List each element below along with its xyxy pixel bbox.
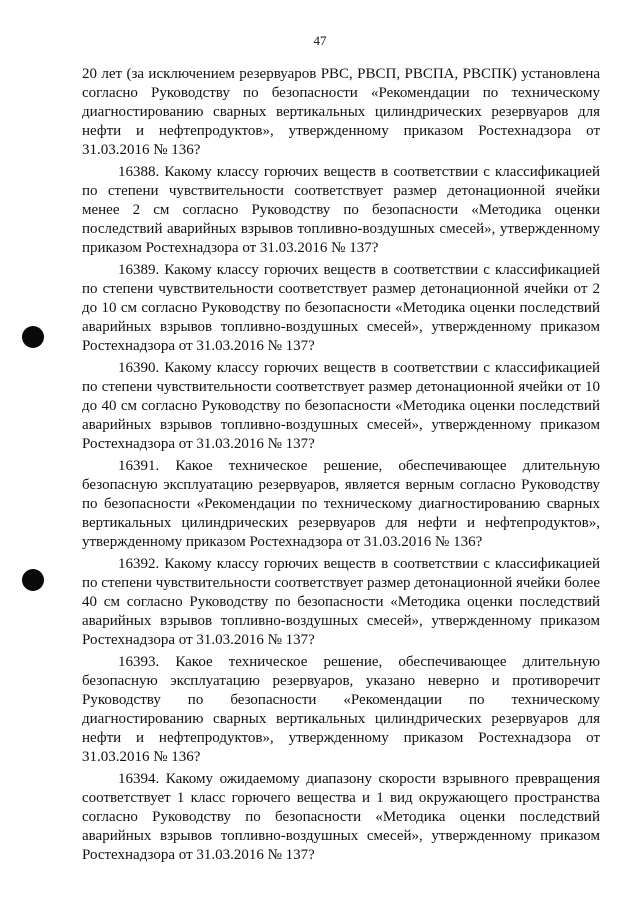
- question-16394: 16394. Какому ожидаемому диапазону скорости взрывного превращения соответствует 1 класс горючего вещества и 1 вид окружающего пространства согласно Руководству по безопасности «Методика оценки последствий аварийных взрывов топливно-воздушных смесей», утвержденному приказом Ростехнадзора от 31.03.2016 № 137?: [82, 771, 600, 863]
- punch-hole-top: [22, 326, 44, 348]
- paragraph-continuation: 20 лет (за исключением резервуаров РВС, РВСП, РВСПА, РВСПК) установлена согласно Руководству по безопасности «Рекомендации по техническому диагностированию сварных вертикальных цилиндрических резервуаров для нефти и нефтепродуктов», утвержденному приказом Ростехнадзора от 31.03.2016 № 136?: [82, 66, 600, 158]
- page-number: 47: [313, 33, 327, 48]
- punch-hole-bottom: [22, 569, 44, 591]
- question-16389: 16389. Какому классу горючих веществ в соответствии с классификацией по степени чувствительности соответствует размер детонационной ячейки от 2 до 10 см согласно Руководству по безопасности «Методика оценки последствий аварийных взрывов топливно-воздушных смесей», утвержденному приказом Ростехнадзора от 31.03.2016 № 137?: [82, 262, 600, 354]
- question-16393: 16393. Какое техническое решение, обеспечивающее длительную безопасную эксплуатацию резервуаров, указано неверно и противоречит Руководству по безопасности «Рекомендации по техническому диагностированию сварных вертикальных цилиндрических резервуаров для нефти и нефтепродуктов», утвержденному приказом Ростехнадзора от 31.03.2016 № 136?: [82, 654, 600, 765]
- document-body: [82, 65, 600, 868]
- question-16391: 16391. Какое техническое решение, обеспечивающее длительную безопасную эксплуатацию резервуаров, является верным согласно Руководству по безопасности «Рекомендации по техническому диагностированию сварных вертикальных цилиндрических резервуаров для нефти и нефтепродуктов», утвержденному приказом Ростехнадзора от 31.03.2016 № 136?: [82, 458, 600, 550]
- question-16388: 16388. Какому классу горючих веществ в соответствии с классификацией по степени чувствительности соответствует размер детонационной ячейки менее 2 см согласно Руководству по безопасности «Методика оценки последствий аварийных взрывов топливно-воздушных смесей», утвержденному приказом Ростехнадзора от 31.03.2016 № 137?: [82, 164, 600, 256]
- question-16390: 16390. Какому классу горючих веществ в соответствии с классификацией по степени чувствительности соответствует размер детонационной ячейки от 10 до 40 см согласно Руководству по безопасности «Методика оценки последствий аварийных взрывов топливно-воздушных смесей», утвержденному приказом Ростехнадзора от 31.03.2016 № 137?: [82, 360, 600, 452]
- question-16392: 16392. Какому классу горючих веществ в соответствии с классификацией по степени чувствительности соответствует размер детонационной ячейки более 40 см согласно Руководству по безопасности «Методика оценки последствий аварийных взрывов топливно-воздушных смесей», утвержденному приказом Ростехнадзора от 31.03.2016 № 137?: [82, 556, 600, 648]
